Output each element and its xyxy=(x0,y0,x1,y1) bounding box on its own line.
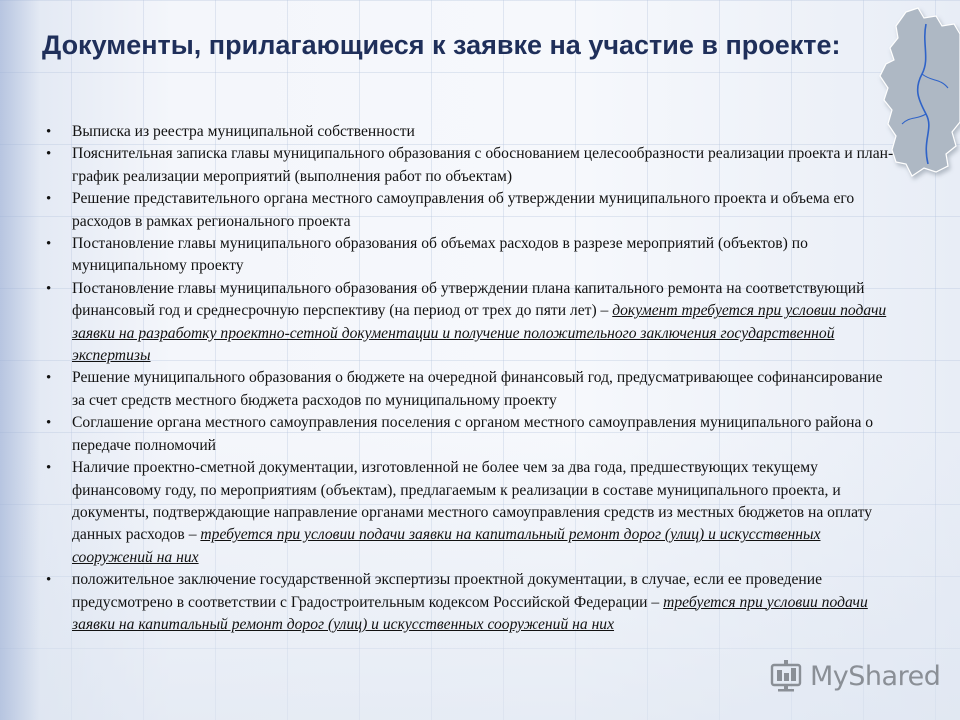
list-item: • Наличие проектно-сметной документации, изготовленной не более чем за два года, предшествующих текущему финансовому году, по мероприятиям (объектам), предлагаемым к реализации в составе муниципального проекта, и документы, подтверждающие направление органами местного самоуправления средств из местных бюджетов на оплату данных расходов – требуется при условии подачи заявки на капитальный ремонт дорог (улиц) и искусственных сооружений на них xyxy=(46,457,896,569)
list-item: • Постановление главы муниципального образования об утверждении плана капитального ремонта на соответствующий финансовый год и среднесрочную перспективу (на период от трех до пяти лет) – документ требуется при условии подачи заявки на разработку проектно-сетной документации и получение положительного заключения государственной экспертизы xyxy=(46,278,896,368)
presentation-logo-icon xyxy=(768,658,804,694)
list-item: • Решение муниципального образования о бюджете на очередной финансовый год, предусматривающее софинансирование за счет средств местного бюджета расходов по муниципальному проекту xyxy=(46,367,896,412)
list-item: • Пояснительная записка главы муниципального образования с обоснованием целесообразности реализации проекта и план-график реализации мероприятий (выполнения работ по объектам) xyxy=(46,143,896,188)
list-item: • Постановление главы муниципального образования об объемах расходов в разрезе мероприятий (объектов) по муниципальному проекту xyxy=(46,233,896,278)
condition-note: требуется при условии подачи заявки на капитальный ремонт дорог (улиц) и искусственных сооружений на них xyxy=(72,526,821,566)
watermark xyxy=(768,656,940,696)
list-item: • Выписка из реестра муниципальной собственности xyxy=(46,121,896,143)
watermark-text: MyShared xyxy=(810,660,941,692)
decorative-gradient xyxy=(0,0,40,720)
condition-note: документ требуется при условии подачи заявки на разработку проектно-сетной документации и получение положительного заключения государственной экспертизы xyxy=(72,302,887,365)
list-item: • Соглашение органа местного самоуправления поселения с органом местного самоуправления муниципального района о передаче полномочий xyxy=(46,412,896,457)
page-title: Документы, прилагающиеся к заявке на участие в проекте: xyxy=(42,30,841,60)
list-item: • положительное заключение государственной экспертизы проектной документации, в случае, если ее проведение предусмотрено в соответствии с Градостроительным кодексом Российской Федерации – требуется при условии подачи заявки на капитальный ремонт дорог (улиц) и искусственных сооружений на них xyxy=(46,569,896,636)
condition-note: требуется при условии подачи заявки на капитальный ремонт дорог (улиц) и искусственных сооружений на них xyxy=(72,593,868,633)
list-item: • Решение представительного органа местного самоуправления об утверждении муниципального проекта и объема его расходов в рамках регионального проекта xyxy=(46,188,896,233)
document-list xyxy=(46,121,896,636)
